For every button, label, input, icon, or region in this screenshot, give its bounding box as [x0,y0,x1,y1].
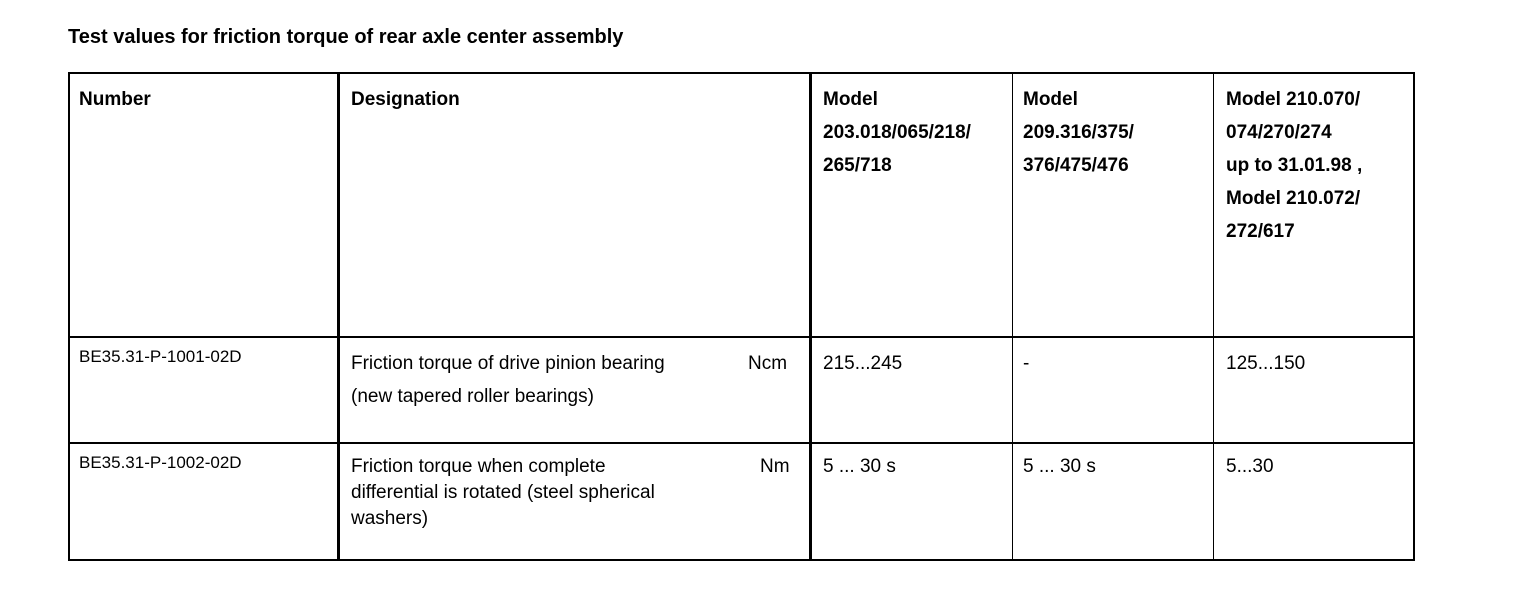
row1-designation-line: (new tapered roller bearings) [351,386,594,407]
row1-designation [351,347,665,413]
row2-designation-line: differential is rotated (steel spherical [351,482,655,503]
header-number: Number [79,89,151,110]
header-model-c-line: Model 210.072/ [1226,188,1361,209]
row-divider [70,442,1413,444]
row1-number: BE35.31-P-1001-02D [79,347,242,366]
header-model-a-line: 265/718 [823,155,892,176]
page-title: Test values for friction torque of rear axle center assembly [68,26,624,48]
row2-designation-line: washers) [351,508,429,529]
row1-unit: Ncm [748,353,788,374]
row2-number: BE35.31-P-1002-02D [79,453,242,472]
row2-model-b: 5 ... 30 s [1023,456,1096,477]
header-model-c-line: 272/617 [1226,221,1295,242]
row2-designation [351,454,655,532]
column-divider [809,74,812,559]
row2-model-a: 5 ... 30 s [823,456,896,477]
row-divider [70,336,1413,338]
header-designation: Designation [351,89,460,110]
column-divider [1213,74,1214,559]
row1-designation-line: Friction torque of drive pinion bearing [351,353,665,374]
column-divider [1012,74,1013,559]
header-model-b [1023,83,1134,182]
header-model-b-line: 209.316/375/ [1023,122,1134,143]
row1-model-a: 215...245 [823,353,903,374]
row1-model-b: - [1023,353,1030,374]
column-divider [337,74,340,559]
test-values-table [68,72,1415,561]
header-model-c [1226,83,1362,248]
header-model-c-line: Model 210.070/ [1226,89,1361,110]
header-model-b-line: Model [1023,89,1078,110]
header-model-a [823,83,971,182]
row2-unit: Nm [760,456,790,477]
header-model-b-line: 376/475/476 [1023,155,1129,176]
header-model-a-line: Model [823,89,878,110]
header-model-c-line: 074/270/274 [1226,122,1332,143]
row1-model-c: 125...150 [1226,353,1306,374]
row2-designation-line: Friction torque when complete [351,456,606,477]
header-model-c-line: up to 31.01.98 , [1226,155,1363,176]
row2-model-c: 5...30 [1226,456,1274,477]
header-model-a-line: 203.018/065/218/ [823,122,971,143]
